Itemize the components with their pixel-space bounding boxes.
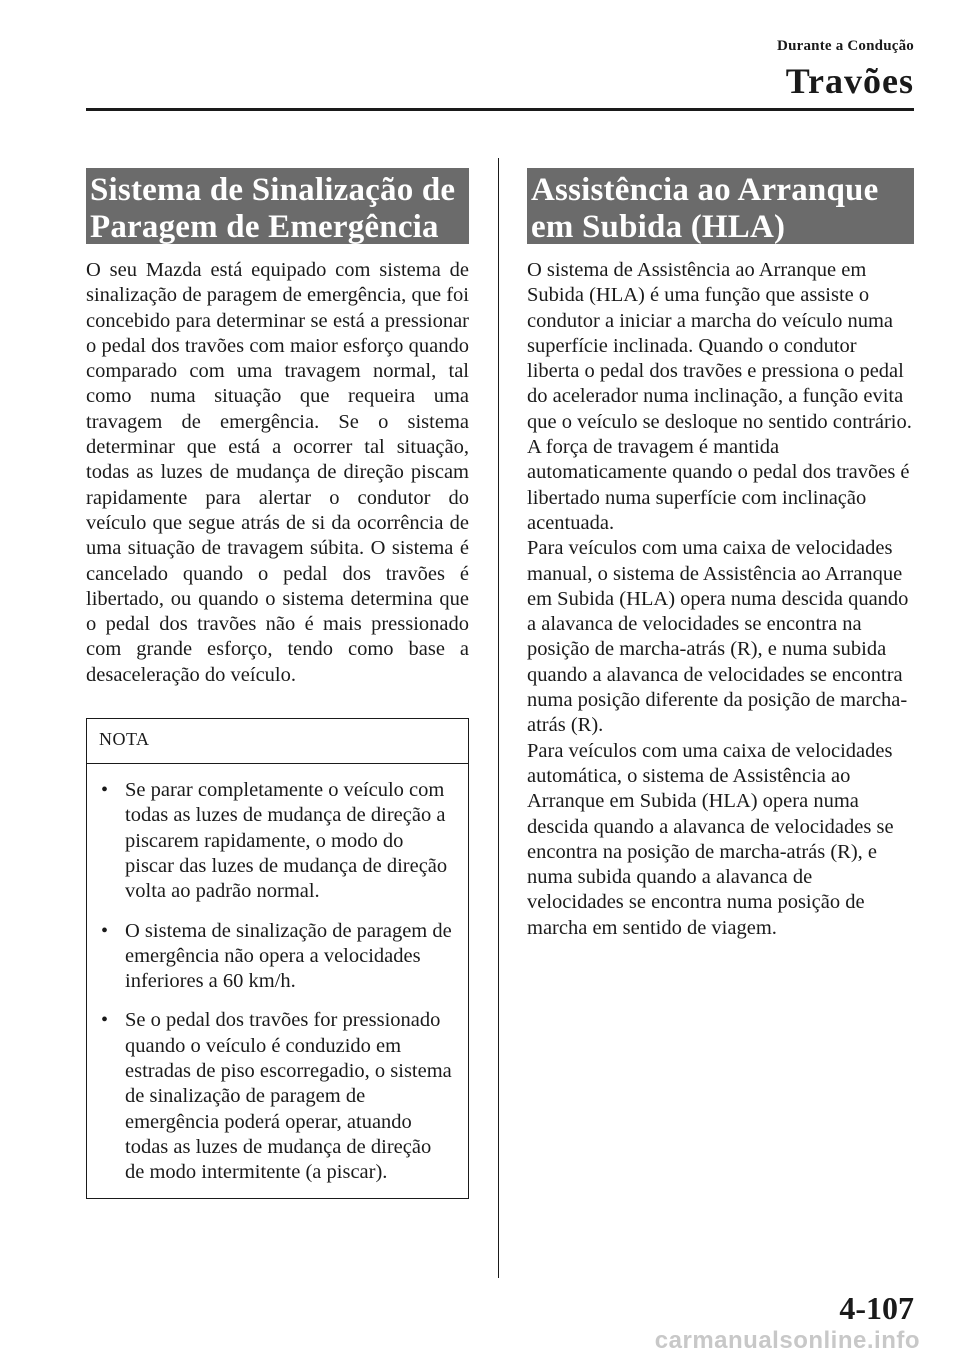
bullet-icon: • xyxy=(101,1009,109,1032)
running-header-title: Travões xyxy=(785,61,914,101)
note-item-text: Se parar completamente o veículo com todas as luzes de mudança de direção a piscarem rapidamente, o modo do piscar das luzes de mudança de direção volta ao padrão normal. xyxy=(125,779,448,903)
note-item-text: O sistema de sinalização de paragem de emergência não opera a velocidades inferiores a 60 km/h. xyxy=(125,919,452,993)
hla-paragraph: A força de travagem é mantida automaticamente quando o pedal dos travões é libertado numa superfície com inclinação acentuada. xyxy=(527,436,910,534)
note-item-text: Se o pedal dos travões for pressionado quando o veículo é conduzido em estradas de piso escorregadio, o sistema de sinalização de paragem de emergência poderá operar, atuando todas as luzes de mudança de direção de modo intermitente (a piscar). xyxy=(125,1009,452,1184)
right-column xyxy=(527,168,914,941)
hla-paragraph: O sistema de Assistência ao Arranque em Subida (HLA) é uma função que assiste o condutor a iniciar a marcha do veículo numa superfície inclinada. Quando o condutor liberta o pedal dos travões e pressiona o pedal do acelerador numa inclinação, a função evita que o veículo se desloque no sentido contrário. xyxy=(527,259,912,433)
running-header-section: Durante a Condução xyxy=(777,38,914,54)
bullet-icon: • xyxy=(101,779,109,802)
note-title: NOTA xyxy=(87,719,468,764)
section-heading-hill-launch-assist: Assistência ao Arranque em Subida (HLA) xyxy=(527,168,914,244)
emergency-stop-signal-description: O seu Mazda está equipado com sistema de sinalização de paragem de emergência, que foi concebido para determinar se está a pressionar o pedal dos travões com maior esforço quando comparado com uma travagem normal, tal como numa situação que requeira uma travagem de emergência. Se o sistema determinar que está a ocorrer tal situação, todas as luzes de mudança de direção piscam rapidamente para alertar o condutor do veículo que segue atrás de si da ocorrência de uma situação de travagem súbita. O sistema é cancelado quando o pedal dos travões é libertado, ou quando o sistema determina que o pedal dos travões não é mais pressionado com grande esforço, tendo como base a desaceleração do veículo. xyxy=(86,259,469,686)
note-box xyxy=(86,718,469,1198)
note-item xyxy=(99,778,452,904)
note-list xyxy=(87,764,468,1197)
left-column xyxy=(86,168,469,1199)
hla-paragraph: Para veículos com uma caixa de velocidades manual, o sistema de Assistência ao Arranque em Subida (HLA) opera numa descida quando a alavanca de velocidades se encontra na posição de marcha-atrás (R), e numa subida quando a alavanca de velocidades se encontra numa posição diferente da posição de marcha-atrás (R). xyxy=(527,537,909,737)
hla-paragraph: Para veículos com uma caixa de velocidades automática, o sistema de Assistência ao Arranque em Subida (HLA) opera numa descida quando a alavanca de velocidades se encontra na posição de marcha-atrás (R), e numa subida quando a alavanca de velocidades se encontra numa posição de marcha em sentido de viagem. xyxy=(527,739,894,939)
note-item xyxy=(99,919,452,995)
watermark: carmanualsonline.info xyxy=(654,1327,920,1354)
page-number: 4-107 xyxy=(839,1290,914,1326)
header-divider xyxy=(86,108,914,111)
section-heading-emergency-stop-signal: Sistema de Sinalização de Paragem de Emergência xyxy=(86,168,469,244)
note-item xyxy=(99,1008,452,1185)
bullet-icon: • xyxy=(101,919,109,942)
column-divider xyxy=(498,158,499,1278)
